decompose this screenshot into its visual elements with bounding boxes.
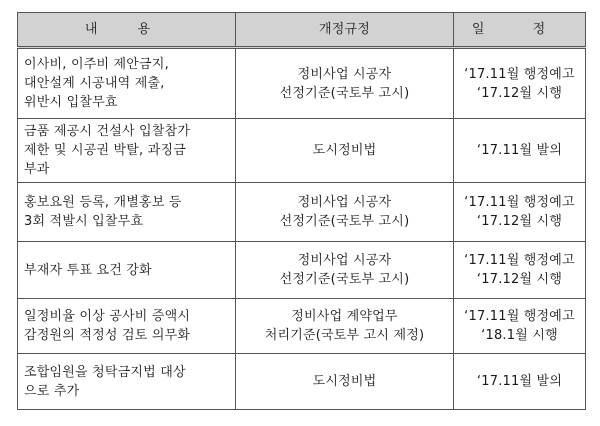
content-line: 대안설계 시공내역 제출, [24, 76, 165, 91]
schedule-cell [454, 354, 586, 410]
schedule-line: ‘17.11월 행정예고 [464, 195, 575, 210]
content-line: 3회 적발시 입찰무효 [24, 214, 144, 229]
regulation-line: 정비사업 계약업무 [291, 309, 398, 324]
regulation-cell [236, 299, 454, 354]
schedule-cell [454, 183, 586, 242]
content-line: 홍보요원 등록, 개별홍보 등 [24, 195, 182, 210]
content-cell [18, 183, 236, 242]
content-cell [18, 119, 236, 183]
schedule-line: ‘17.11월 행정예고 [464, 253, 575, 268]
schedule-cell [454, 299, 586, 354]
regulation-line: 도시정비법 [312, 374, 377, 389]
schedule-line: ‘17.12월 시행 [476, 214, 563, 229]
content-line: 위반시 입찰무효 [24, 95, 118, 110]
header-row [18, 13, 586, 48]
regulation-line: 정비사업 시공자 [297, 195, 392, 210]
header-content: 내 용 [18, 13, 236, 48]
content-line: 부과 [24, 162, 50, 177]
content-line: 이사비, 이주비 제안금지, [24, 57, 169, 72]
content-line: 금품 제공시 건설사 입찰참가 [24, 124, 191, 139]
regulation-line: 정비사업 시공자 [297, 253, 392, 268]
regulation-line: 처리기준(국토부 고시 제정) [264, 328, 425, 343]
regulation-cell [236, 242, 454, 299]
regulation-line: 선정기준(국토부 고시) [279, 214, 410, 229]
schedule-line: ‘18.1월 시행 [481, 328, 558, 343]
schedule-line: ‘17.12월 시행 [476, 272, 563, 287]
content-cell [18, 299, 236, 354]
content-cell [18, 48, 236, 119]
schedule-cell [454, 48, 586, 119]
content-line: 감정원의 적정성 검토 의무화 [24, 328, 191, 343]
header-schedule: 일 정 [454, 13, 586, 48]
regulation-line: 도시정비법 [312, 143, 377, 158]
content-line: 일정비율 이상 공사비 증액시 [24, 309, 191, 324]
schedule-line: ‘17.11월 발의 [476, 143, 563, 158]
table-row [18, 183, 586, 242]
header-regulation: 개정규정 [236, 13, 454, 48]
table-row [18, 299, 586, 354]
regulation-line: 정비사업 시공자 [297, 66, 392, 82]
content-line: 부재자 투표 요건 강화 [24, 262, 152, 278]
regulation-cell [236, 119, 454, 183]
regulation-line: 선정기준(국토부 고시) [279, 85, 410, 101]
schedule-line: ‘17.11월 행정예고 [464, 66, 575, 82]
schedule-cell [454, 242, 586, 299]
table-row [18, 119, 586, 183]
table-row [18, 354, 586, 410]
schedule-line: ‘17.11월 발의 [476, 374, 563, 389]
content-line: 제한 및 시공권 박탈, 과징금 [24, 143, 186, 158]
regulation-table [17, 12, 586, 410]
regulation-cell [236, 48, 454, 119]
table-row [18, 242, 586, 299]
content-line: 으로 추가 [24, 383, 80, 399]
schedule-line: ‘17.12월 시행 [476, 85, 563, 101]
schedule-line: ‘17.11월 행정예고 [464, 309, 575, 324]
table-row [18, 48, 586, 119]
content-cell [18, 242, 236, 299]
regulation-line: 선정기준(국토부 고시) [279, 272, 410, 287]
schedule-cell [454, 119, 586, 183]
regulation-cell [236, 354, 454, 410]
content-cell [18, 354, 236, 410]
regulation-cell [236, 183, 454, 242]
content-line: 조합임원을 청탁금지법 대상 [24, 364, 186, 380]
